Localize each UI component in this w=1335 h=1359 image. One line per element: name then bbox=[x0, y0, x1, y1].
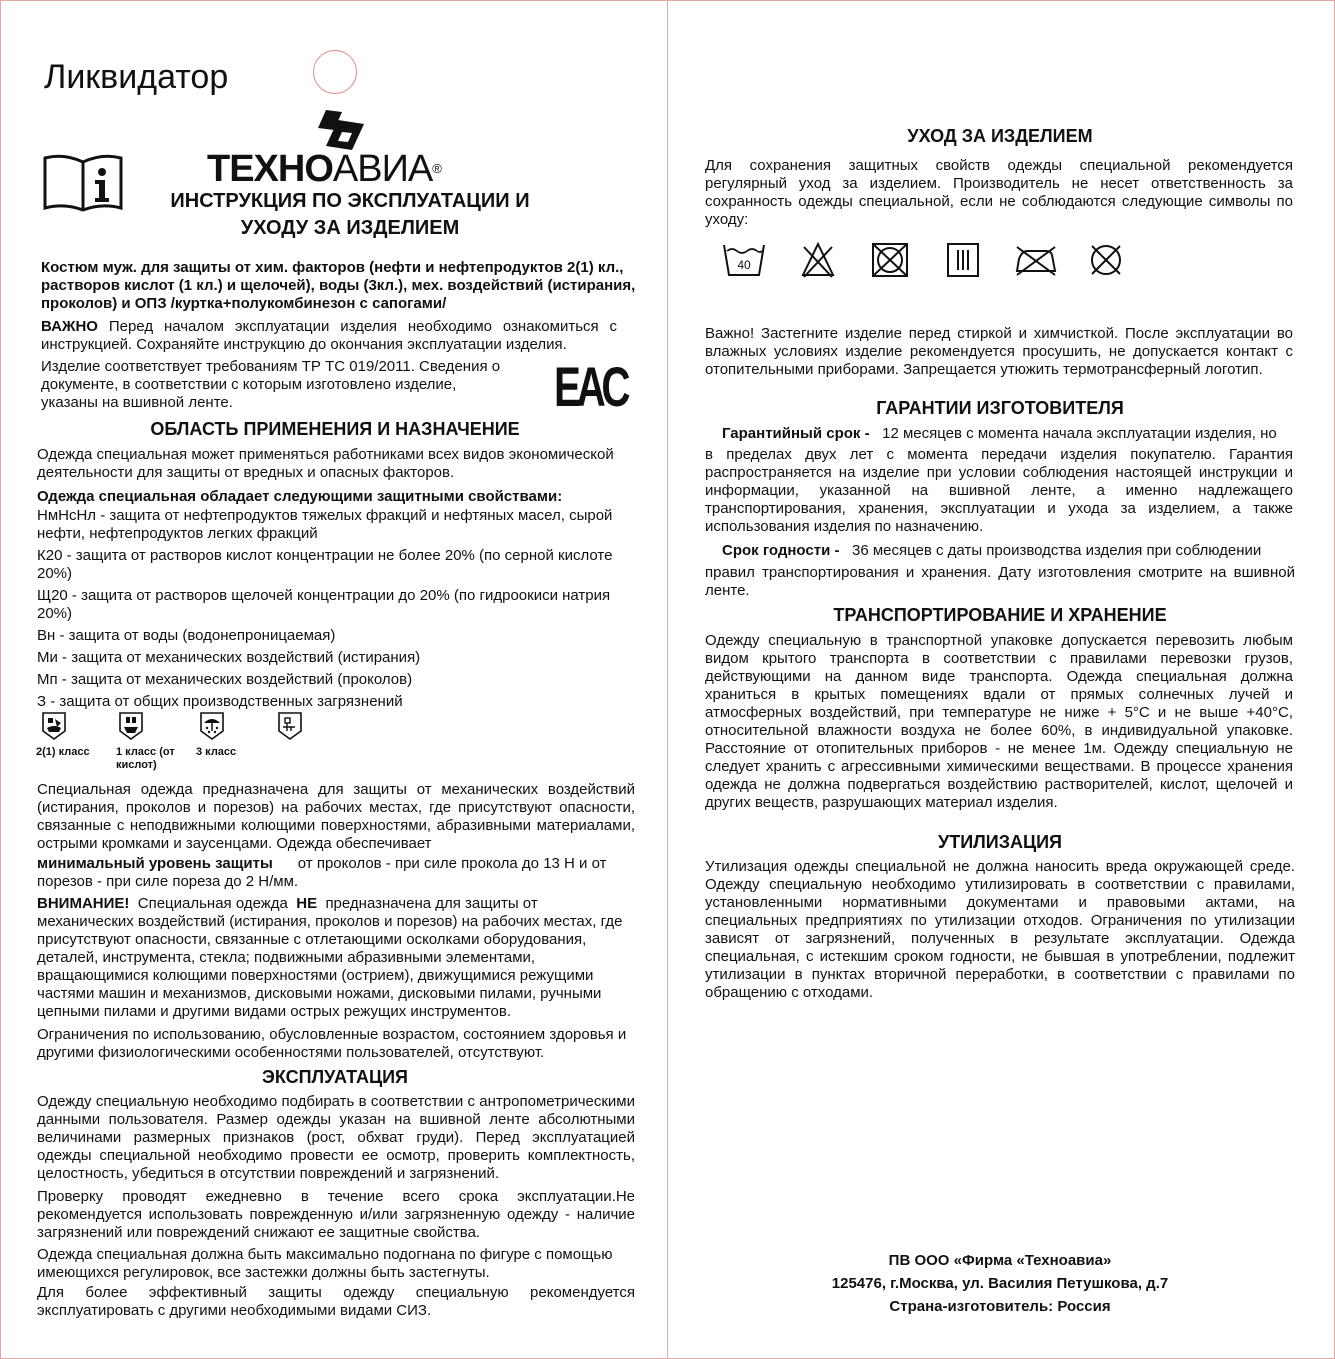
min-level-label: минимальный уровень защиты bbox=[37, 855, 273, 872]
operation-p3: Одежда специальная должна быть максимально подогнана по фигуре с помощью имеющихся регулировок, все застежки должны быть застегнуты. bbox=[37, 1246, 613, 1281]
fold-line bbox=[667, 0, 668, 1359]
important-text: Перед началом эксплуатации изделия необходимо ознакомиться с инструкцией. Сохраняйте инструкцию до окончания эксплуатации изделия. bbox=[41, 318, 617, 353]
important-label: ВАЖНО bbox=[41, 318, 98, 335]
mechanical-protection-icon bbox=[277, 711, 303, 741]
warranty-term-line bbox=[722, 425, 1297, 443]
transport-heading: ТРАНСПОРТИРОВАНИЕ И ХРАНЕНИЕ bbox=[833, 605, 1167, 625]
wash-temp: 40 bbox=[737, 258, 751, 272]
operation-p4: Для более эффективный защиты одежду специальную рекомендуется эксплуатировать с другими необходимыми видами СИЗ. bbox=[37, 1284, 635, 1319]
drip-dry-icon bbox=[945, 241, 981, 279]
scope-intro: Одежда специальная может применяться работниками всех видов экономической деятельности для защиты от вредных и опасных факторов. bbox=[37, 446, 614, 481]
doc-title-line2: УХОДУ ЗА ИЗДЕЛИЕМ bbox=[240, 217, 460, 239]
property-item: К20 - защита от растворов кислот концентрации не более 20% (по серной кислоте 20%) bbox=[37, 547, 613, 582]
warranty-term-label: Гарантийный срок - bbox=[722, 425, 870, 442]
punch-hole-circle bbox=[313, 50, 357, 94]
purpose-text: Специальная одежда предназначена для защиты от механических воздействий (истирания, проколов и порезов) на рабочих местах, где присутствуют опасности, связанные с неподвижными колющими поверхностями, абразивными материалами, острыми кромками и заусенцами. Одежда обеспечивает bbox=[37, 781, 635, 852]
property-item: Щ20 - защита от растворов щелочей концентрации до 20% (по гидроокиси натрия 20%) bbox=[37, 587, 611, 622]
icon-caption: 3 класс bbox=[196, 746, 237, 758]
manufacturer-name: ПВ ООО «Фирма «Техноавиа» bbox=[888, 1252, 1112, 1269]
eac-mark: EAC bbox=[554, 355, 627, 418]
warranty-term-text: 12 месяцев с момента начала эксплуатации изделия, но bbox=[882, 425, 1277, 442]
operation-p1: Одежду специальную необходимо подбирать в соответствии с антропометрическими данными пользователя. Размер одежды указан на вшивной ленте абсолютными величинами размерных признаков (рост, обхват груди). Перед эксплуатацией одежды специальной необходимо провести ее осмотр, проверить комплектность, целостность, убедиться в отсутствии повреждений и загрязнений. bbox=[37, 1093, 635, 1182]
scope-heading: ОБЛАСТЬ ПРИМЕНЕНИЯ И НАЗНАЧЕНИЕ bbox=[150, 419, 520, 439]
acid-protection-icon bbox=[118, 711, 144, 741]
icon-caption: 1 класс (от кислот) bbox=[116, 746, 175, 771]
warranty-heading: ГАРАНТИИ ИЗГОТОВИТЕЛЯ bbox=[876, 398, 1124, 418]
brand-part1: ТЕХНО bbox=[207, 148, 333, 190]
operation-p2: Проверку проводят ежедневно в течение всего срока эксплуатации.Не рекомендуется использовать поврежденную и/или загрязненную одежду - наличие загрязнений или повреждений снижают ее защитные свойства. bbox=[37, 1188, 635, 1241]
brand-logo bbox=[207, 148, 441, 190]
warranty-life-label: Срок годности - bbox=[722, 542, 840, 559]
brand-registered-mark: ® bbox=[432, 161, 441, 176]
care-heading: УХОД ЗА ИЗДЕЛИЕМ bbox=[907, 126, 1093, 146]
warranty-life-cont: правил транспортирования и хранения. Дату изготовления смотрите на вшивной ленте. bbox=[705, 564, 1295, 599]
disposal-text: Утилизация одежды специальной не должна наносить вреда окружающей среде. Одежду специальную необходимо утилизировать в соответствии с правилами, установленными нормативными документами и правовыми актами, на специальных предприятиях по утилизации отходов. Ограничения по утилизации зависят от загрязнений, полученных в результате эксплуатации. Одежда специальная, с истекшим сроком годности, не бывшая в употреблении, подлежит утилизации в пунктах вторичной переработки, в соответствии с правилами по обращению с отходами. bbox=[705, 858, 1295, 1001]
warning-text-a: Специальная одежда bbox=[137, 895, 288, 912]
warning-label: ВНИМАНИЕ! bbox=[37, 895, 130, 912]
doc-title bbox=[130, 188, 570, 242]
icon-caption: 2(1) класс bbox=[36, 746, 90, 758]
manufacturer-block bbox=[705, 1249, 1295, 1318]
min-level-value: от проколов - при силе прокола до 13 Н и от порезов - при силе пореза до 2 Н/мм. bbox=[37, 855, 607, 890]
property-item: НмНсНл - защита от нефтепродуктов тяжелых фракций и нефтяных масел, сырой нефти, нефтепродуктов легких фракций bbox=[37, 507, 613, 542]
important-note bbox=[41, 318, 617, 354]
conformity-text: Изделие соответствует требованиям ТР ТС 019/2011. Сведения о документе, в соответствии с которым изготовлено изделие, указаны на вшивной ленте. bbox=[41, 358, 501, 411]
property-item: Вн - защита от воды (водонепроницаемая) bbox=[37, 627, 336, 644]
manufacturer-country: Страна-изготовитель: Россия bbox=[889, 1298, 1111, 1315]
property-item: Ми - защита от механических воздействий (истирания) bbox=[37, 649, 421, 666]
wash-40-icon bbox=[722, 241, 766, 279]
no-tumble-dry-icon bbox=[870, 241, 910, 279]
care-note: Важно! Застегните изделие перед стиркой и химчисткой. После эксплуатации во влажных условиях изделие рекомендуется просушить, не допускается контакт с отопительными приборами. Запрещается утюжить термотрансферный логотип. bbox=[705, 325, 1293, 378]
care-intro: Для сохранения защитных свойств одежды специальной рекомендуется регулярный уход за изделием. Производитель не несет ответственность за сохранность одежды специальной, если не соблюдаются следующие символы по уходу: bbox=[705, 157, 1293, 228]
warranty-life-text: 36 месяцев с даты производства изделия при соблюдении bbox=[851, 542, 1262, 559]
product-name: Ликвидатор bbox=[44, 58, 229, 96]
warranty-life-line bbox=[722, 542, 1297, 560]
product-description: Костюм муж. для защиты от хим. факторов (нефти и нефтепродуктов 2(1) кл., растворов кислот (1 кл.) и щелочей), воды (3кл.), мех. воздействий (истирания, проколов) и ОПЗ /куртка+полукомбинезон с сапогами/ bbox=[41, 259, 636, 312]
property-item: Мп - защита от механических воздействий (проколов) bbox=[37, 671, 413, 688]
water-protection-icon bbox=[199, 711, 225, 741]
warning-text-b: предназначена для защиты от механических воздействий (истирания, проколов и порезов) на рабочих местах, где присутствуют опасности, связанные с отлетающими осколками оборудования, деталей, инструмента, стекла; подвижными абразивными элементами, вращающимися колющими поверхностями (острием), движущимися режущими частями машин и механизмов, дисковыми ножами, дисковыми пилами, ручными цепными пилами и другими видами острых режущих инструментов. bbox=[37, 895, 623, 1020]
no-bleach-icon bbox=[800, 241, 836, 279]
properties-list bbox=[37, 507, 637, 711]
warranty-term-cont: в пределах двух лет с момента передачи изделия покупателю. Гарантия распространяется на изделие при условии соблюдения настоящей инструкции и информации, указанной на вшивной ленте, а именно надлежащего транспортирования, хранения, эксплуатации и ухода за изделием, а также использования изделия по назначению. bbox=[705, 446, 1293, 535]
disposal-heading: УТИЛИЗАЦИЯ bbox=[938, 832, 1062, 852]
book-info-icon bbox=[42, 152, 124, 212]
manufacturer-address: 125476, г.Москва, ул. Василия Петушкова, д.7 bbox=[831, 1275, 1169, 1292]
warning-not: НЕ bbox=[296, 895, 318, 912]
properties-title: Одежда специальная обладает следующими защитными свойствами: bbox=[37, 488, 563, 505]
warning-text bbox=[37, 895, 635, 1021]
operation-heading: ЭКСПЛУАТАЦИЯ bbox=[262, 1067, 408, 1087]
no-dry-clean-icon bbox=[1087, 241, 1125, 279]
doc-title-line1: ИНСТРУКЦИЯ ПО ЭКСПЛУАТАЦИИ И bbox=[170, 190, 530, 212]
limitations-text: Ограничения по использованию, обусловленные возрастом, состоянием здоровья и другими физиологическими особенностями пользователей, отсутствуют. bbox=[37, 1026, 627, 1061]
min-level-text bbox=[37, 855, 635, 891]
chemical-protection-icon bbox=[41, 711, 67, 741]
property-item: З - защита от общих производственных загрязнений bbox=[37, 693, 403, 710]
no-iron-icon bbox=[1013, 241, 1059, 279]
brand-part2: АВИА bbox=[332, 148, 433, 190]
transport-text: Одежду специальную в транспортной упаковке допускается перевозить любым видом крытого транспорта в соответствии с правилами перевозки грузов, действующими на данном виде транспорта. Одежда специальная должна храниться в крытых помещениях вдали от прямых солнечных лучей и атмосферных воздействий, при температуре не ниже + 5°С и не выше +40°С, относительной влажности воздуха не более 60%, в индивидуальной упаковке. Расстояние от отопительных приборов - не менее 1м. Одежду специальную не следует хранить с агрессивными химическими веществами. В процессе хранения одежда не должна подвергаться воздействию растворителей, кислот, щелочей и других веществ, разрушающих материал изделия. bbox=[705, 632, 1293, 811]
